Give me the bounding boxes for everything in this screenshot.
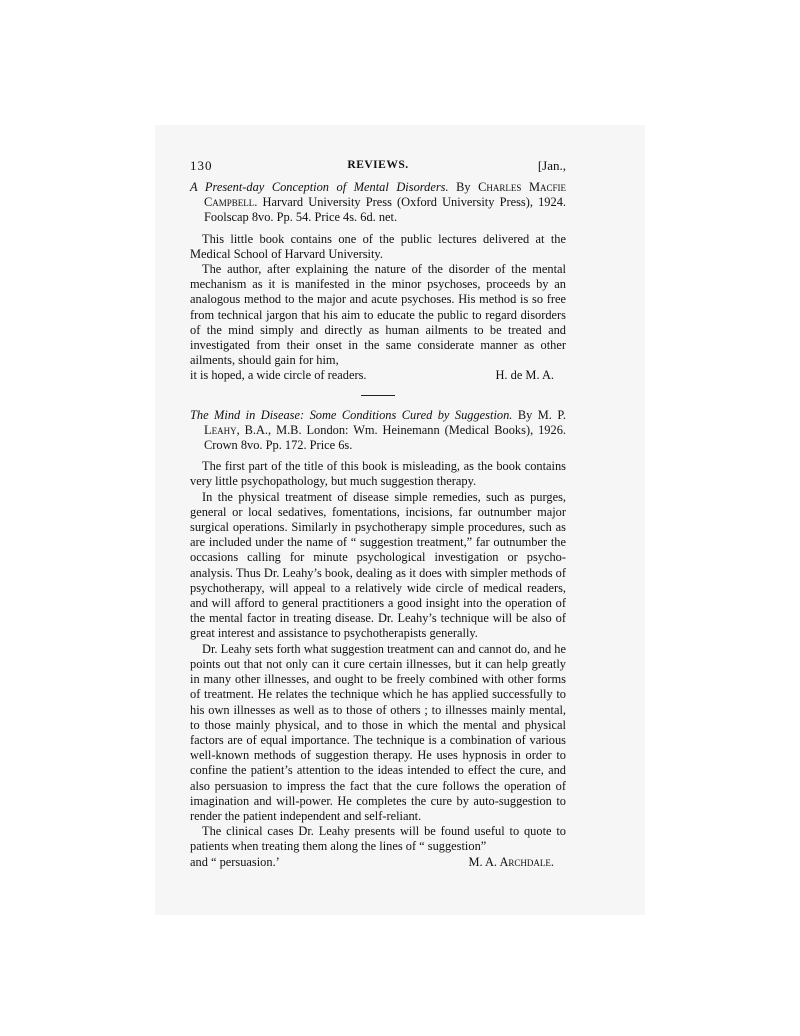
review-2-closing-line bbox=[190, 855, 566, 870]
running-head bbox=[190, 158, 566, 176]
review-1-paragraph: This little book contains one of the public lectures delivered at the Medical School of Harvard University. bbox=[190, 231, 566, 261]
review-1-signature: H. de M. A. bbox=[495, 368, 554, 383]
page-content bbox=[190, 158, 566, 870]
review-2-paragraph: The clinical cases Dr. Leahy presents will be found useful to quote to patients when treating them along the lines of “ suggestion” bbox=[190, 824, 566, 854]
review-2-paragraph: In the physical treatment of disease simple remedies, such as purges, general or local sedatives, fomentations, incisions, far outnumber major surgical operations. Similarly in psychotherapy simple procedures, such as are included under the name of “ suggestion treatment,” far outnumber the occasions calling for minute psychological investigation or psycho-analysis. Thus Dr. Leahy’s book, dealing as it does with simpler methods of psychotherapy, will appeal to a relatively wide circle of medical readers, and will afford to general practitioners a good insight into the operation of the mental factor in treating disease. Dr. Leahy’s technique will be also of great interest and assistance to psychotherapists generally. bbox=[190, 489, 566, 641]
running-title: REVIEWS. bbox=[347, 159, 409, 171]
review-1-author: Charles Macfie Campbell. bbox=[204, 180, 566, 210]
review-2-title: The Mind in Disease: Some Conditions Cured by Suggestion. bbox=[190, 407, 513, 422]
review-2 bbox=[190, 408, 566, 870]
review-2-paragraph: The first part of the title of this book is misleading, as the book contains very little psychopathology, but much suggestion therapy. bbox=[190, 459, 566, 489]
review-2-citation bbox=[190, 408, 566, 454]
running-month: [Jan., bbox=[537, 158, 566, 173]
review-2-details: B.A., M.B. London: Wm. Heinemann (Medical Books), 1926. Crown 8vo. Pp. 172. Price 6s. bbox=[204, 422, 566, 453]
review-1 bbox=[190, 180, 566, 384]
review-1-title: A Present-day Conception of Mental Disorders. bbox=[190, 180, 449, 194]
review-2-last-line: and “ persuasion.’ bbox=[190, 854, 280, 869]
review-1-closing-line bbox=[190, 368, 566, 383]
review-1-citation bbox=[190, 180, 566, 226]
review-1-paragraph: The author, after explaining the nature of the disorder of the mental mechanism as it is manifested in the minor psychoses, proceeds by an analogous method to the major and acute psychoses. His method is so free from technical jargon that his aim to educate the public to regard disorders of the mind simply and directly as human ailments to be treated and investigated from their onset in the same considerate manner as other ailments, should gain for him, bbox=[190, 262, 566, 368]
review-2-signature: M. A. Archdale. bbox=[468, 854, 554, 869]
page-number: 130 bbox=[190, 158, 213, 173]
review-1-last-line: it is hoped, a wide circle of readers. bbox=[190, 368, 367, 383]
review-1-by: By bbox=[456, 180, 471, 194]
review-2-by: By bbox=[517, 407, 533, 422]
review-2-author: M. P. Leahy, bbox=[204, 407, 566, 437]
section-divider bbox=[361, 395, 395, 396]
review-2-paragraph: Dr. Leahy sets forth what suggestion treatment can and cannot do, and he points out that not only can it cure certain illnesses, but it can help greatly in many other illnesses, and ought to be freely combined with other forms of treatment. He relates the technique which he has applied successfully to his own illnesses as well as to those of others ; to illnesses mainly mental, to those mainly physical, and to those in which the mental and physical factors are of equal importance. The technique is a combination of various well-known methods of suggestion therapy. He uses hypnosis in order to confine the patient’s attention to the ideas intended to effect the cure, and also persuasion to impress the fact that the cure follows the operation of imagination and will-power. He completes the cure by auto-suggestion to render the patient independent and self-reliant. bbox=[190, 641, 566, 823]
review-1-details: Harvard University Press (Oxford University Press), 1924. Foolscap 8vo. Pp. 54. Price 4s. 6d. net. bbox=[204, 195, 566, 225]
